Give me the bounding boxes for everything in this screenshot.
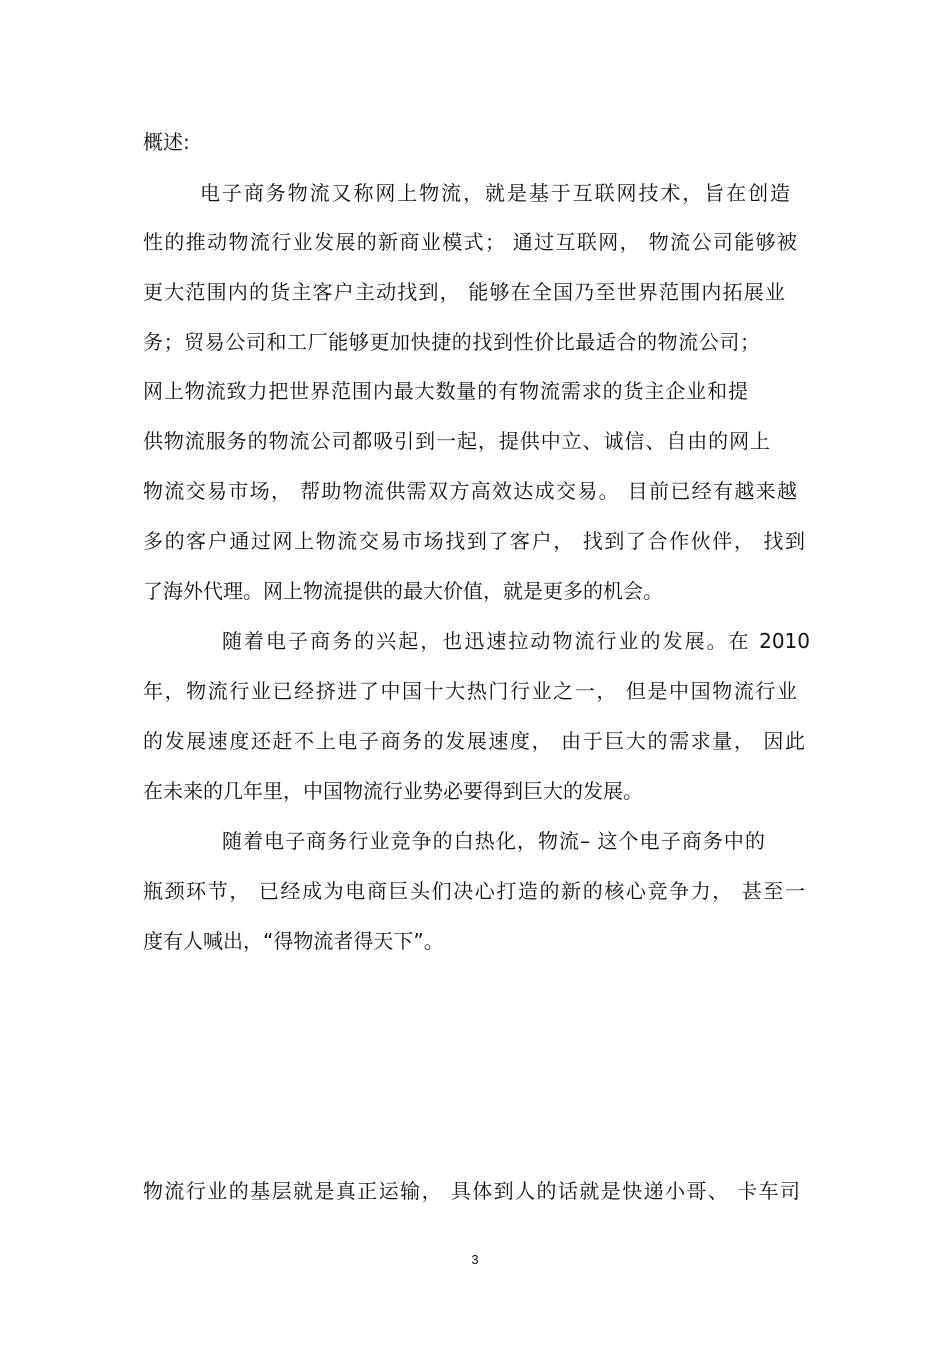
paragraph-1-line-4: 务；贸易公司和工厂能够更加快捷的找到性价比最适合的物流公司；: [143, 330, 760, 354]
paragraph-1-line-7: 物流交易市场， 帮助物流供需双方高效达成交易。 目前已经有越来越: [143, 479, 797, 503]
paragraph-2-line-2: 年，物流行业已经挤进了中国十大热门行业之一， 但是中国物流行业: [143, 679, 797, 703]
paragraph-1-line-2: 性的推动物流行业发展的新商业模式； 通过互联网， 物流公司能够被: [143, 230, 797, 254]
paragraph-1-line-6: 供物流服务的物流公司都吸引到一起，提供中立、诚信、自由的网上: [143, 429, 770, 453]
paragraph-2-line-4: 在未来的几年里，中国物流行业势必要得到巨大的发展。: [143, 779, 643, 803]
paragraph-1-line-5: 网上物流致力把世界范围内最大数量的有物流需求的货主企业和提: [143, 379, 748, 403]
paragraph-1-line-8: 多的客户通过网上物流交易市场找到了客户， 找到了合作伙伴， 找到: [143, 529, 805, 553]
paragraph-1-line-1: 电子商务物流又称网上物流，就是基于互联网技术，旨在创造: [200, 181, 790, 205]
page-number: 3: [471, 1252, 479, 1267]
paragraph-1-line-9: 了海外代理。网上物流提供的最大价值，就是更多的机会。: [143, 579, 663, 603]
paragraph-1-line-3: 更大范围内的货主客户主动找到， 能够在全国乃至世界范围内拓展业: [143, 280, 785, 304]
paragraph-3-line-1: 随着电子商务行业竞争的白热化，物流– 这个电子商务中的: [222, 829, 765, 853]
paragraph-3-line-2: 瓶颈环节， 已经成为电商巨头们决心打造的新的核心竞争力， 甚至一: [143, 879, 805, 903]
paragraph-3-line-3: 度有人喊出，“得物流者得天下”。: [143, 929, 444, 953]
section-heading: 概述:: [143, 130, 190, 154]
paragraph-2-line-1: 随着电子商务的兴起，也迅速拉动物流行业的发展。在 2010: [222, 629, 810, 653]
paragraph-2-line-3: 的发展速度还赶不上电子商务的发展速度， 由于巨大的需求量， 因此: [143, 729, 805, 753]
paragraph-4-line-1: 物流行业的基层就是真正运输， 具体到人的话就是快递小哥、 卡车司: [143, 1179, 800, 1203]
